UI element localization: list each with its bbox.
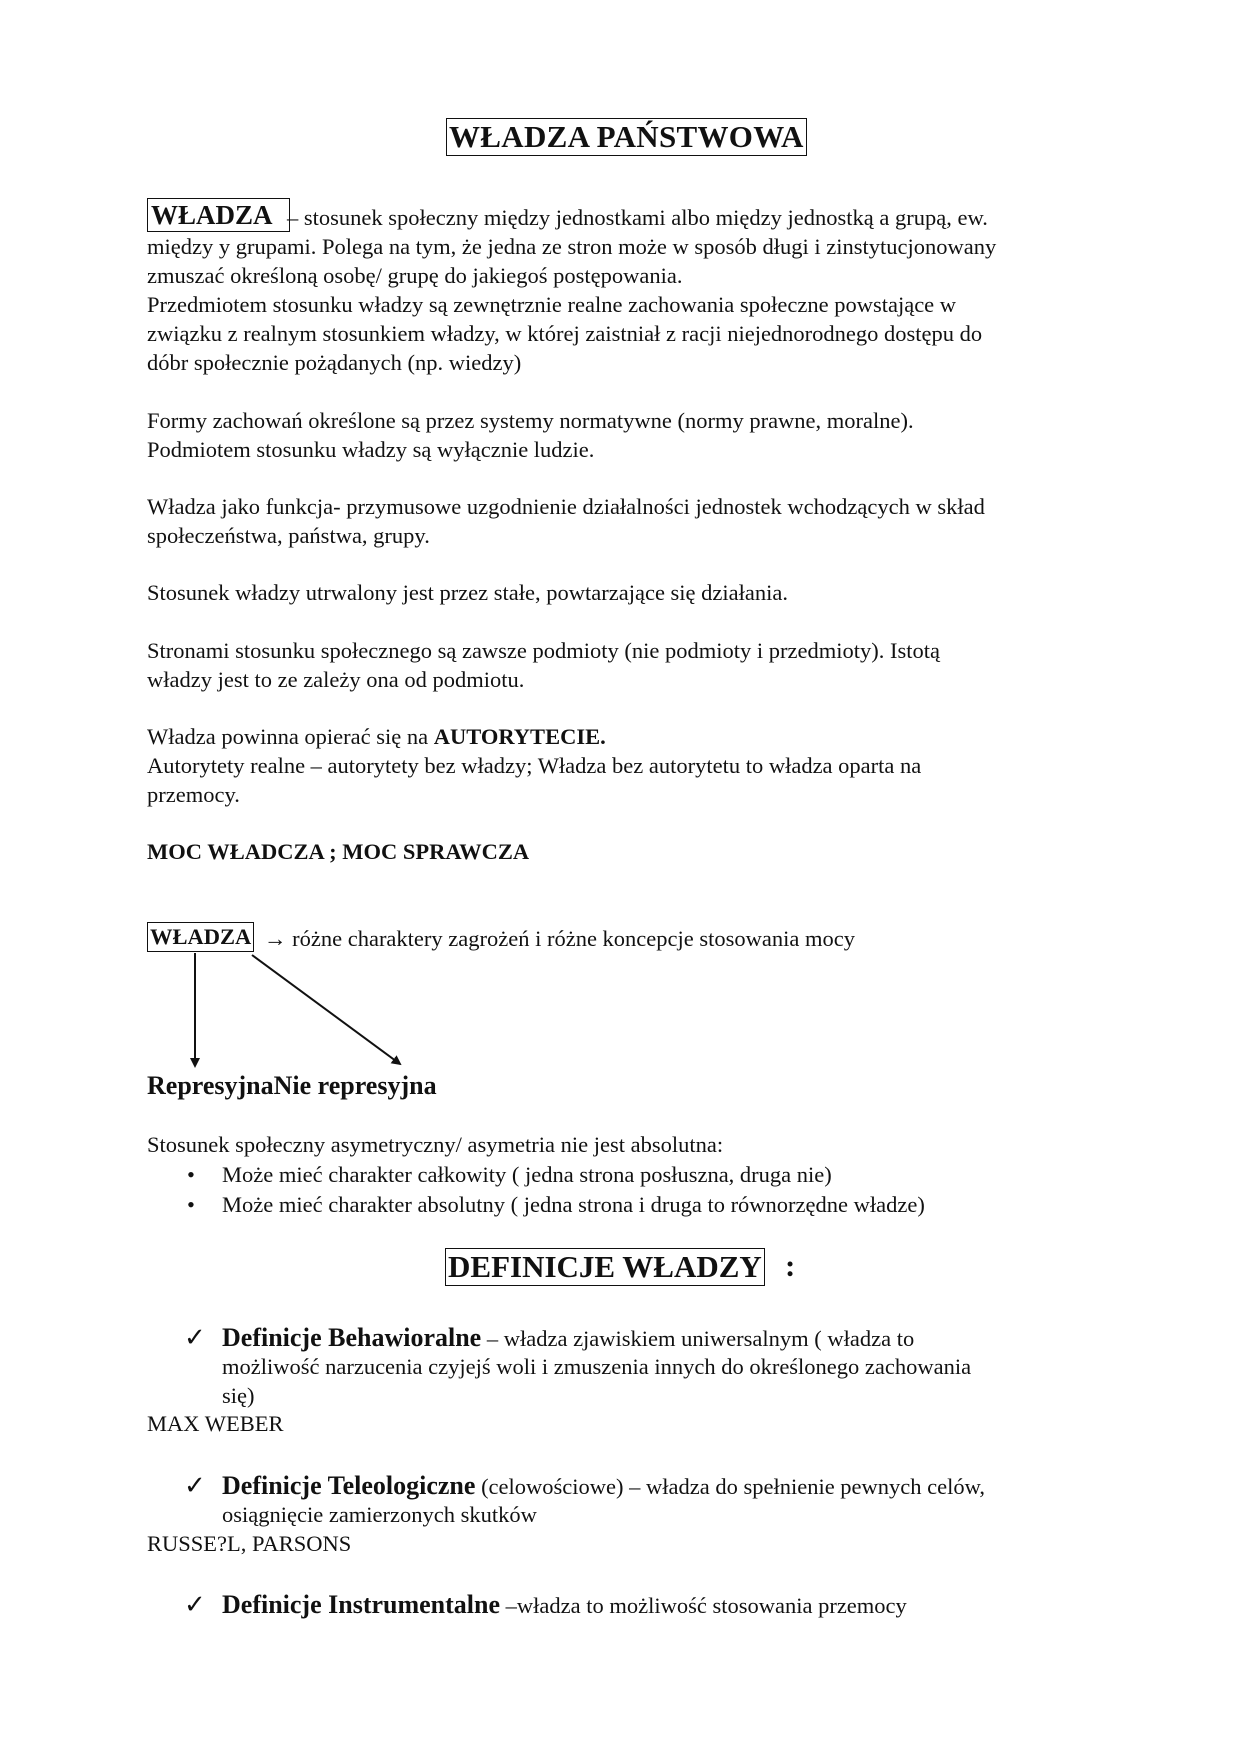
definition-line: związku z realnym stosunkiem władzy, w której zaistniał z racji niejednorodnego dostępu do <box>147 321 983 346</box>
paragraph-line: Autorytety realne – autorytety bez władzy; Władza bez autorytetu to władza oparta na <box>147 753 922 778</box>
definition-heading: Definicje Instrumentalne <box>222 1590 501 1619</box>
definition-author: MAX WEBER <box>147 1411 284 1436</box>
definition-item-line <box>222 1323 914 1353</box>
definition-text: się) <box>222 1383 255 1408</box>
definition-line: między y grupami. Polega na tym, że jedna ze stron może w sposób długi i zinstytucjonowany <box>147 234 997 259</box>
definition-item-line <box>222 1590 907 1620</box>
definition-author: RUSSE?L, PARSONS <box>147 1531 352 1556</box>
paragraph-line: przemocy. <box>147 782 240 807</box>
definition-heading: Definicje Behawioralne <box>222 1323 482 1352</box>
section-title <box>445 1248 765 1286</box>
definition-text: –władza to możliwość stosowania przemocy <box>500 1593 907 1618</box>
paragraph-line: Formy zachowań określone są przez systemy normatywne (normy prawne, moralne). <box>147 408 914 433</box>
definition-line: dóbr społecznie pożądanych (np. wiedzy) <box>147 350 522 375</box>
section-title-text: DEFINICJE WŁADZY <box>448 1249 762 1284</box>
moc-heading: MOC WŁADCZA ; MOC SPRAWCZA <box>147 839 530 864</box>
definition-heading: Definicje Teleologiczne <box>222 1471 476 1500</box>
definition-line: Przedmiotem stosunku władzy są zewnętrznie realne zachowania społeczne powstające w <box>147 292 957 317</box>
definition-item-line <box>222 1471 985 1501</box>
check-icon: ✓ <box>184 1323 206 1352</box>
definition-line: – stosunek społeczny między jednostkami albo między jednostką a grupą, ew. <box>287 205 988 230</box>
definition-line: zmuszać określoną osobę/ grupę do jakiegoś postępowania. <box>147 263 683 288</box>
bullet-icon: • <box>187 1192 195 1217</box>
definition-text: możliwość narzucenia czyjejś woli i zmuszenia innych do określonego zachowania <box>222 1354 972 1379</box>
arrow-down-right <box>252 955 400 1064</box>
paragraph-line: Stronami stosunku społecznego są zawsze podmioty (nie podmioty i przedmioty). Istotą <box>147 638 940 663</box>
wladza-term-box: WŁADZA <box>147 198 290 232</box>
paragraph-line: Podmiotem stosunku władzy są wyłącznie ludzie. <box>147 437 595 462</box>
right-arrow-icon: → <box>264 926 287 951</box>
branches-heading: RepresyjnaNie represyjna <box>147 1071 437 1100</box>
autorytet-keyword: AUTORYTECIE. <box>433 724 606 749</box>
bullet-item: Może mieć charakter absolutny ( jedna strona i druga to równorzędne władze) <box>222 1192 925 1217</box>
autorytet-prefix: Władza powinna opierać się na <box>147 724 429 749</box>
diagram-arrow-text: różne charaktery zagrożeń i różne koncepcje stosowania mocy <box>292 926 855 951</box>
page-title: WŁADZA PAŃSTWOWA <box>446 118 807 156</box>
check-icon: ✓ <box>184 1471 206 1500</box>
bullet-item: Może mieć charakter całkowity ( jedna strona posłuszna, druga nie) <box>222 1162 832 1187</box>
definition-text: osiągnięcie zamierzonych skutków <box>222 1502 537 1527</box>
section-title-colon: : <box>785 1248 796 1283</box>
paragraph-line: Stosunek władzy utrwalony jest przez stałe, powtarzające się działania. <box>147 580 788 605</box>
check-icon: ✓ <box>184 1590 206 1619</box>
bullet-icon: • <box>187 1162 195 1187</box>
definition-text: (celowościowe) – władza do spełnienie pewnych celów, <box>475 1474 986 1499</box>
asymmetry-intro: Stosunek społeczny asymetryczny/ asymetria nie jest absolutna: <box>147 1132 724 1157</box>
paragraph-line: społeczeństwa, państwa, grupy. <box>147 523 430 548</box>
definition-text: – władza zjawiskiem uniwersalnym ( władza to <box>481 1326 915 1351</box>
wladza-diagram-box: WŁADZA <box>147 922 254 952</box>
paragraph-line: Władza jako funkcja- przymusowe uzgodnienie działalności jednostek wchodzących w skład <box>147 494 985 519</box>
paragraph-line: władzy jest to ze zależy ona od podmiotu. <box>147 667 525 692</box>
